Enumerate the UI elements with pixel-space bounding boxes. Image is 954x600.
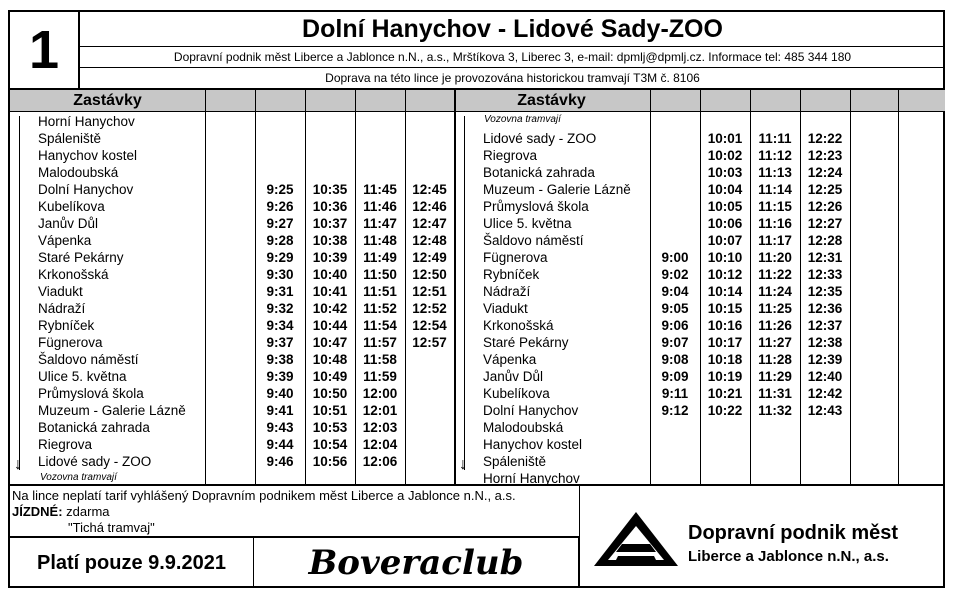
stop-name: Ulice 5. května (38, 369, 127, 384)
departure-time: 11:57 (363, 335, 397, 350)
departure-time: 10:35 (312, 182, 348, 197)
timetable-sheet (8, 10, 945, 588)
departure-time: 11:22 (758, 267, 792, 282)
departure-time: 9:43 (266, 420, 294, 435)
departure-time: 12:46 (412, 199, 447, 214)
departure-time: 9:25 (266, 182, 294, 197)
departure-time: 11:49 (363, 250, 397, 265)
departure-time: 12:51 (412, 284, 447, 299)
departure-time: 10:10 (707, 250, 743, 265)
departure-time: 12:00 (362, 386, 398, 401)
departure-time: 11:15 (758, 199, 792, 214)
right-direction-arrow: ↓ (459, 456, 467, 473)
departure-time: 9:32 (266, 301, 294, 316)
departure-time: 12:01 (362, 403, 398, 418)
stop-name: Hanychov kostel (38, 148, 138, 163)
departure-time: 11:11 (758, 131, 792, 146)
fare-label: JÍZDNÉ: (12, 504, 63, 519)
grid-line (850, 88, 851, 484)
departure-time: 12:25 (807, 182, 843, 197)
departure-time: 11:16 (758, 216, 792, 231)
departure-time: 9:46 (266, 454, 294, 469)
validity-date: Platí pouze 9.9.2021 (10, 536, 254, 588)
departure-time: 9:38 (266, 352, 294, 367)
departure-time: 11:27 (758, 335, 792, 350)
departure-time: 12:54 (412, 318, 447, 333)
stop-name: Šaldovo náměstí (483, 233, 584, 248)
departure-time: 9:05 (661, 301, 689, 316)
company-name-line2: Liberce a Jablonce n.N., a.s. (688, 548, 889, 565)
left-stops-header: Zastávky (73, 92, 142, 109)
departure-time: 9:00 (661, 250, 689, 265)
stop-name: Muzeum - Galerie Lázně (38, 403, 186, 418)
departure-time: 9:29 (266, 250, 294, 265)
stop-name: Fügnerova (38, 335, 103, 350)
departure-time: 11:52 (363, 301, 397, 316)
column-header-row (10, 88, 945, 112)
departure-time: 9:34 (266, 318, 294, 333)
departure-time: 9:07 (661, 335, 689, 350)
departure-time: 10:22 (707, 403, 743, 418)
departure-time: 10:44 (312, 318, 348, 333)
fare-value: zdarma (62, 504, 110, 519)
departure-time: 10:16 (707, 318, 743, 333)
stop-name: Janův Důl (38, 216, 99, 231)
departure-time: 11:47 (363, 216, 397, 231)
departure-time: 12:52 (412, 301, 447, 316)
departure-time: 10:15 (707, 301, 743, 316)
stop-name: Krkonošská (38, 267, 109, 282)
departure-time: 10:19 (707, 369, 743, 384)
departure-time: 9:12 (661, 403, 689, 418)
stop-name: Botanická zahrada (483, 165, 595, 180)
stop-name: Průmyslová škola (483, 199, 589, 214)
departure-time: 9:04 (661, 284, 689, 299)
departure-time: 10:14 (707, 284, 743, 299)
stop-name: Horní Hanychov (38, 114, 135, 129)
stop-name: Dolní Hanychov (483, 403, 579, 418)
departure-time: 10:47 (312, 335, 348, 350)
departure-time: 12:22 (807, 131, 843, 146)
stop-name: Dolní Hanychov (38, 182, 134, 197)
departure-time: 9:11 (661, 386, 689, 401)
departure-time: 10:36 (312, 199, 348, 214)
departure-time: 11:32 (758, 403, 792, 418)
stop-name: Spáleniště (483, 454, 547, 469)
departure-time: 9:30 (266, 267, 294, 282)
tariff-info (10, 484, 580, 536)
stop-name: Vápenka (38, 233, 92, 248)
departure-time: 11:14 (758, 182, 792, 197)
departure-time: 11:59 (363, 369, 397, 384)
departure-time: 10:07 (707, 233, 743, 248)
left-direction-line (19, 116, 20, 470)
departure-time: 10:50 (312, 386, 348, 401)
departure-time: 9:02 (661, 267, 689, 282)
company-name-line1: Dopravní podnik měst (688, 522, 899, 544)
departure-time: 11:25 (758, 301, 792, 316)
departure-time: 9:26 (266, 199, 294, 214)
route-title: Dolní Hanychov - Lidové Sady-ZOO (80, 12, 945, 47)
departure-time: 12:27 (807, 216, 843, 231)
stop-name: Krkonošská (483, 318, 554, 333)
departure-time: 9:09 (661, 369, 689, 384)
right-depot-note: Vozovna tramvají (484, 114, 561, 125)
departure-time: 12:28 (807, 233, 843, 248)
right-stops-header: Zastávky (517, 92, 586, 109)
stop-name: Staré Pekárny (483, 335, 569, 350)
departure-time: 12:57 (412, 335, 447, 350)
stop-name: Riegrova (483, 148, 538, 163)
stop-name: Vápenka (483, 352, 537, 367)
departure-time: 12:26 (807, 199, 843, 214)
stop-name: Botanická zahrada (38, 420, 150, 435)
departure-time: 10:42 (312, 301, 348, 316)
departure-time: 12:42 (807, 386, 843, 401)
departure-time: 10:03 (707, 165, 743, 180)
departure-time: 10:54 (312, 437, 348, 452)
departure-time: 9:44 (266, 437, 294, 452)
departure-time: 12:50 (412, 267, 447, 282)
stop-name: Malodoubská (483, 420, 564, 435)
departure-time: 11:45 (363, 182, 397, 197)
departure-time: 9:06 (661, 318, 689, 333)
stop-name: Staré Pekárny (38, 250, 124, 265)
stop-name: Lidové sady - ZOO (483, 131, 597, 146)
departure-time: 12:36 (807, 301, 843, 316)
departure-time: 9:08 (661, 352, 689, 367)
departure-time: 10:38 (312, 233, 348, 248)
departure-time: 12:06 (362, 454, 398, 469)
departure-time: 12:38 (807, 335, 843, 350)
departure-time: 12:49 (412, 250, 447, 265)
departure-time: 12:03 (362, 420, 398, 435)
right-direction-line (464, 116, 465, 470)
departure-time: 12:48 (412, 233, 447, 248)
fare-info (12, 504, 110, 519)
departure-time: 11:31 (758, 386, 792, 401)
departure-time: 10:05 (707, 199, 743, 214)
stop-name: Horní Hanychov (483, 471, 580, 486)
operator-info: Dopravní podnik měst Liberce a Jablonce n.N., a.s., Mrštíkova 3, Liberec 3, e-mail: dpmlj@dpmlj.cz. Informace tel: 485 344 180 (80, 47, 945, 68)
departure-time: 10:06 (707, 216, 743, 231)
departure-time: 11:13 (758, 165, 792, 180)
stop-name: Průmyslová škola (38, 386, 144, 401)
departure-time: 9:41 (266, 403, 294, 418)
stop-name: Nádraží (483, 284, 531, 299)
departure-time: 12:35 (807, 284, 843, 299)
departure-time: 10:17 (707, 335, 743, 350)
stop-name: Muzeum - Galerie Lázně (483, 182, 631, 197)
departure-time: 10:53 (312, 420, 348, 435)
stop-name: Kubelíkova (483, 386, 550, 401)
departure-time: 12:23 (807, 148, 843, 163)
left-direction-arrow: ↓ (14, 456, 22, 473)
departure-time: 12:40 (807, 369, 843, 384)
departure-time: 10:02 (707, 148, 743, 163)
departure-time: 10:21 (707, 386, 743, 401)
grid-line (454, 88, 456, 484)
departure-time: 10:41 (312, 284, 348, 299)
stop-name: Hanychov kostel (483, 437, 583, 452)
stop-name: Lidové sady - ZOO (38, 454, 152, 469)
departure-time: 10:40 (312, 267, 348, 282)
departure-time: 10:04 (707, 182, 743, 197)
departure-time: 11:29 (758, 369, 792, 384)
departure-time: 12:43 (807, 403, 843, 418)
stop-name: Riegrova (38, 437, 93, 452)
departure-time: 11:12 (758, 148, 792, 163)
departure-time: 12:24 (807, 165, 843, 180)
departure-time: 11:58 (363, 352, 397, 367)
departure-time: 10:39 (312, 250, 348, 265)
departure-time: 12:37 (807, 318, 843, 333)
quiet-tram-note: "Tichá tramvaj" (68, 520, 155, 535)
departure-time: 12:45 (412, 182, 447, 197)
departure-time: 11:46 (363, 199, 397, 214)
departure-time: 11:17 (758, 233, 792, 248)
left-depot-note: Vozovna tramvají (40, 472, 117, 483)
departure-time: 11:20 (758, 250, 792, 265)
stop-name: Spáleniště (38, 131, 102, 146)
stop-name: Fügnerova (483, 250, 548, 265)
stop-name: Rybníček (483, 267, 540, 282)
departure-time: 9:40 (266, 386, 294, 401)
departure-time: 12:39 (807, 352, 843, 367)
departure-time: 9:27 (266, 216, 294, 231)
departure-time: 10:51 (312, 403, 348, 418)
departure-time: 11:54 (363, 318, 397, 333)
departure-time: 10:48 (312, 352, 348, 367)
departure-time: 10:56 (312, 454, 348, 469)
grid-line (898, 88, 899, 484)
operation-note: Doprava na této lince je provozována historickou tramvají T3M č. 8106 (325, 71, 700, 85)
stop-name: Kubelíkova (38, 199, 105, 214)
departure-time: 11:26 (758, 318, 792, 333)
departure-time: 10:01 (707, 131, 743, 146)
departure-time: 12:33 (807, 267, 843, 282)
stop-name: Rybníček (38, 318, 95, 333)
stop-name: Viadukt (483, 301, 528, 316)
boveraclub-logo: Boveraclub (254, 536, 580, 588)
departure-time: 9:31 (266, 284, 294, 299)
departure-time: 9:39 (266, 369, 294, 384)
line-number: 1 (10, 12, 80, 88)
departure-time: 10:18 (707, 352, 743, 367)
company-block (580, 484, 945, 588)
departure-time: 9:28 (266, 233, 294, 248)
stop-name: Viadukt (38, 284, 83, 299)
departure-time: 10:49 (312, 369, 348, 384)
stop-name: Ulice 5. května (483, 216, 572, 231)
tariff-note: Na lince neplatí tarif vyhlášený Dopravním podnikem měst Liberce a Jablonce n.N., a.s. (12, 488, 516, 503)
departure-time: 9:37 (266, 335, 294, 350)
departure-time: 11:28 (758, 352, 792, 367)
departure-time: 11:51 (363, 284, 397, 299)
departure-time: 10:37 (312, 216, 348, 231)
departure-time: 11:48 (363, 233, 397, 248)
company-logo-icon (592, 510, 680, 568)
grid-line (205, 88, 206, 484)
stop-name: Janův Důl (483, 369, 544, 384)
stop-name: Nádraží (38, 301, 86, 316)
departure-time: 10:12 (707, 267, 743, 282)
stop-name: Šaldovo náměstí (38, 352, 139, 367)
departure-time: 11:24 (758, 284, 792, 299)
departure-time: 12:47 (412, 216, 447, 231)
departure-time: 12:31 (807, 250, 843, 265)
departure-time: 12:04 (362, 437, 398, 452)
stop-name: Malodoubská (38, 165, 119, 180)
departure-time: 11:50 (363, 267, 397, 282)
